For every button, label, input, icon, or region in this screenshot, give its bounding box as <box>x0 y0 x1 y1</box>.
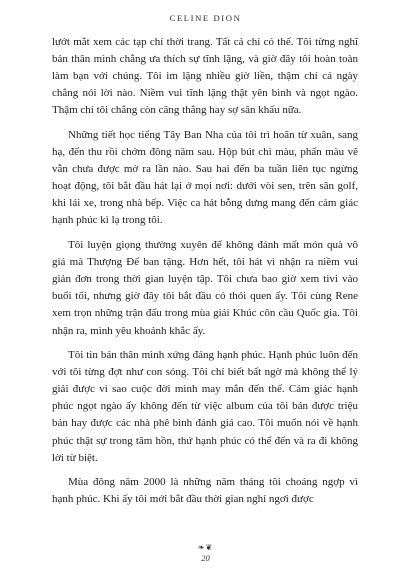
paragraph-5: Mùa đông năm 2000 là những năm tháng tôi choáng ngợp vì hạnh phúc. Khi ấy tôi mới bắt đầu thời gian nghỉ ngơi được <box>52 476 358 506</box>
folio-ornament-icon: ❧❦ <box>197 543 214 552</box>
page-body <box>52 34 358 516</box>
paragraph-4: Tôi tin bản thân mình xứng đáng hạnh phúc. Hạnh phúc luôn đến với tôi từng đợt như con sóng. Tôi chỉ biết bất ngờ mà không thể lý giải được vì sao cuộc đời mình may mắn đến thế. Cảm giác hạnh phúc ngọt ngào ấy không đến từ việc album của tôi bán được triệu bản hay được các nhà phê bình đánh giá cao. Tôi muốn nói về hạnh phúc thật sự trong tâm hồn, thứ hạnh phúc có thể đến và ra đi không lời từ biệt. <box>52 349 358 464</box>
running-header: CELINE DION <box>169 13 242 23</box>
paragraph-1: lướt mắt xem các tạp chí thời trang. Tất cả chỉ có thế. Tôi từng nghĩ bản thân mình chẳng ưa thích sự tĩnh lặng, và giờ đây tôi hoàn toàn làm bạn với chúng. Tôi im lặng nhiều giờ liền, thậm chí cả ngày chẳng nói lời nào. Niềm vui tĩnh lặng thật yên bình và ngọt ngào. Thậm chí tôi chẳng còn căng thẳng hay sợ sân khấu nữa. <box>52 36 358 117</box>
paragraph-2: Những tiết học tiếng Tây Ban Nha của tôi trì hoãn từ xuân, sang hạ, đến thu rồi chớm đông năm sau. Hộp bút chì màu, phấn màu vẽ vẫn chưa được mở ra lần nào. Sau hai đến ba tuần liên tục ngừng hoạt động, tôi bắt đầu hát lại ở mọi nơi: dưới vòi sen, trên sân golf, khi lái xe, trong nhà bếp. Việc ca hát bỗng dưng mang đến cảm giác hạnh phúc kì lạ trong tôi. <box>52 128 358 227</box>
page-folio <box>0 544 411 564</box>
paragraph-3: Tôi luyện giọng thường xuyên để không đánh mất món quà vô giá mà Thượng Đế ban tặng. Hơn hết, tôi hát vì nhận ra niềm vui giản đơn trong thời gian luyện tập. Tôi chưa bao giờ xem tivi vào buổi tối, nhưng giờ đây tôi bắt đầu có thói quen ấy. Tôi cùng Rene xem trọn những trận đấu trong mùa giải Khúc côn cầu Quốc gia. Tôi nhận ra, mình yêu khoảnh khắc ấy. <box>52 239 358 337</box>
page-number: 20 <box>201 553 210 563</box>
